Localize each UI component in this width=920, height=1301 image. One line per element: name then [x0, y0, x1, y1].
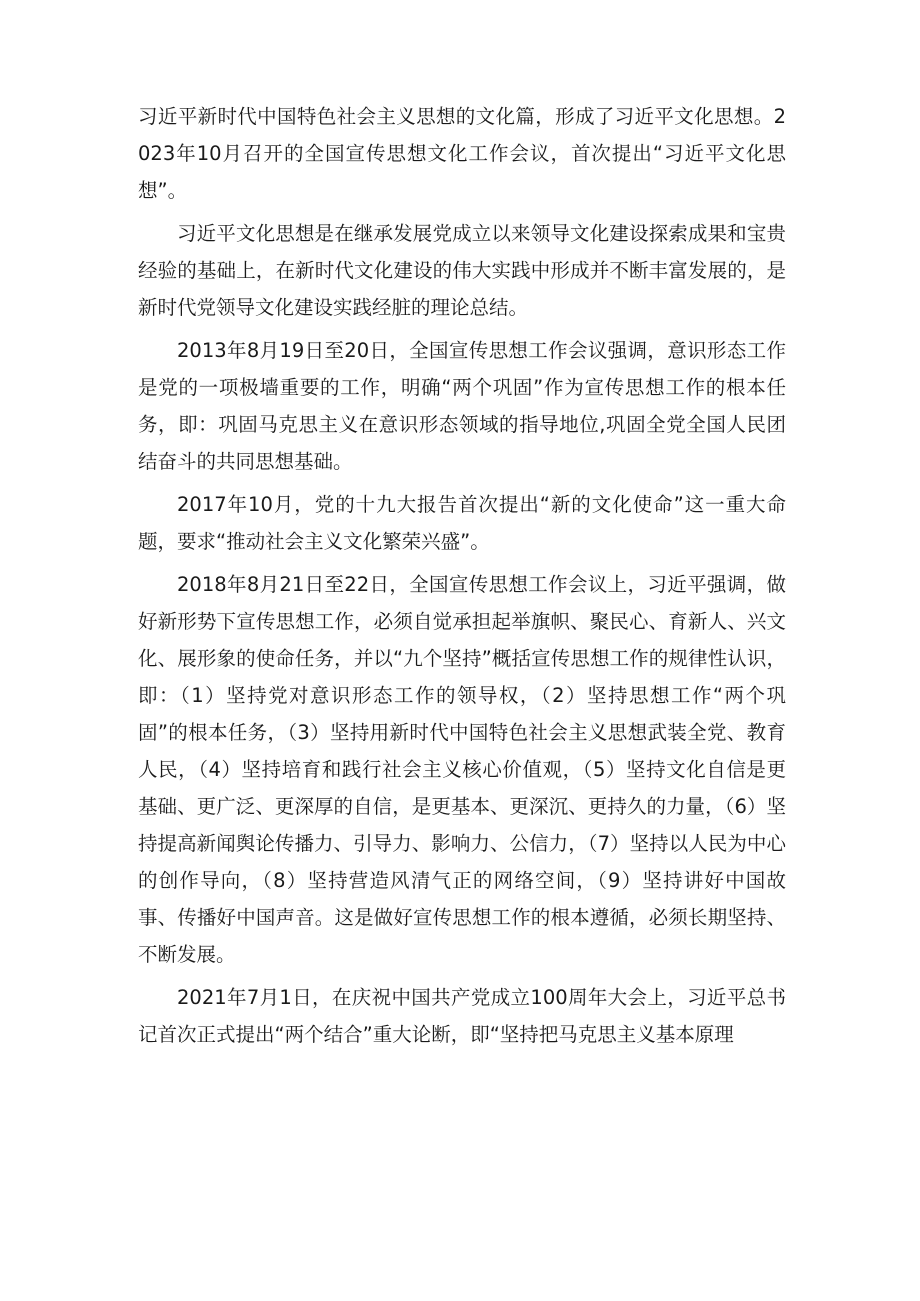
- paragraph: 2017年10月，党的十九大报告首次提出“新的文化使命”这一重大命题，要求“推动社会主义文化繁荣兴盛”。: [138, 493, 786, 553]
- paragraph: 2013年8月19日至20日，全国宣传思想工作会议强调，意识形态工作是党的一项极墙重要的工作，明确“两个巩固”作为宣传思想工作的根本任务，即：巩固马克思主义在意识形态领域的指导地位,巩固全党全国人民团结奋斗的共同思想基础。: [138, 339, 786, 473]
- paragraph: 习近平新时代中国特色社会主义思想的文化篇，形成了习近平文化思想。2023年10月召开的全国宣传思想文化工作会议，首次提出“习近平文化思想”。: [138, 105, 786, 202]
- paragraph: 2021年7月1日，在庆祝中国共产党成立100周年大会上，习近平总书记首次正式提出“两个结合”重大论断，即“坚持把马克思主义基本原理: [138, 986, 786, 1046]
- paragraph: 2018年8月21日至22日，全国宣传思想工作会议上，习近平强调，做好新形势下宣传思想工作，必须自觉承担起举旗帜、聚民心、育新人、兴文化、展形象的使命任务，并以“九个坚持”概括宣传思想工作的规律性认识，即：（1）坚持党对意识形态工作的领导权，（2）坚持思想工作“两个巩固”的根本任务，（3）坚持用新时代中国特色社会主义思想武装全党、教育人民，（4）坚持培育和践行社会主义核心价值观，（5）坚持文化自信是更基础、更广泛、更深厚的自信，是更基本、更深沉、更持久的力量，（6）坚持提高新闻舆论传播力、引导力、影响力、公信力，（7）坚持以人民为中心的创作导向，（8）坚持营造风清气正的网络空间，（9）坚持讲好中国故事、传播好中国声音。这是做好宣传思想工作的根本遵循，必须长期坚持、不断发展。: [138, 573, 786, 966]
- paragraph: 习近平文化思想是在继承发展党成立以来领导文化建设探索成果和宝贵经验的基础上，在新时代文化建设的伟大实践中形成并不断丰富发展的，是新时代党领导文化建设实践经脏的理论总结。: [138, 222, 786, 319]
- document-body: [138, 98, 786, 1053]
